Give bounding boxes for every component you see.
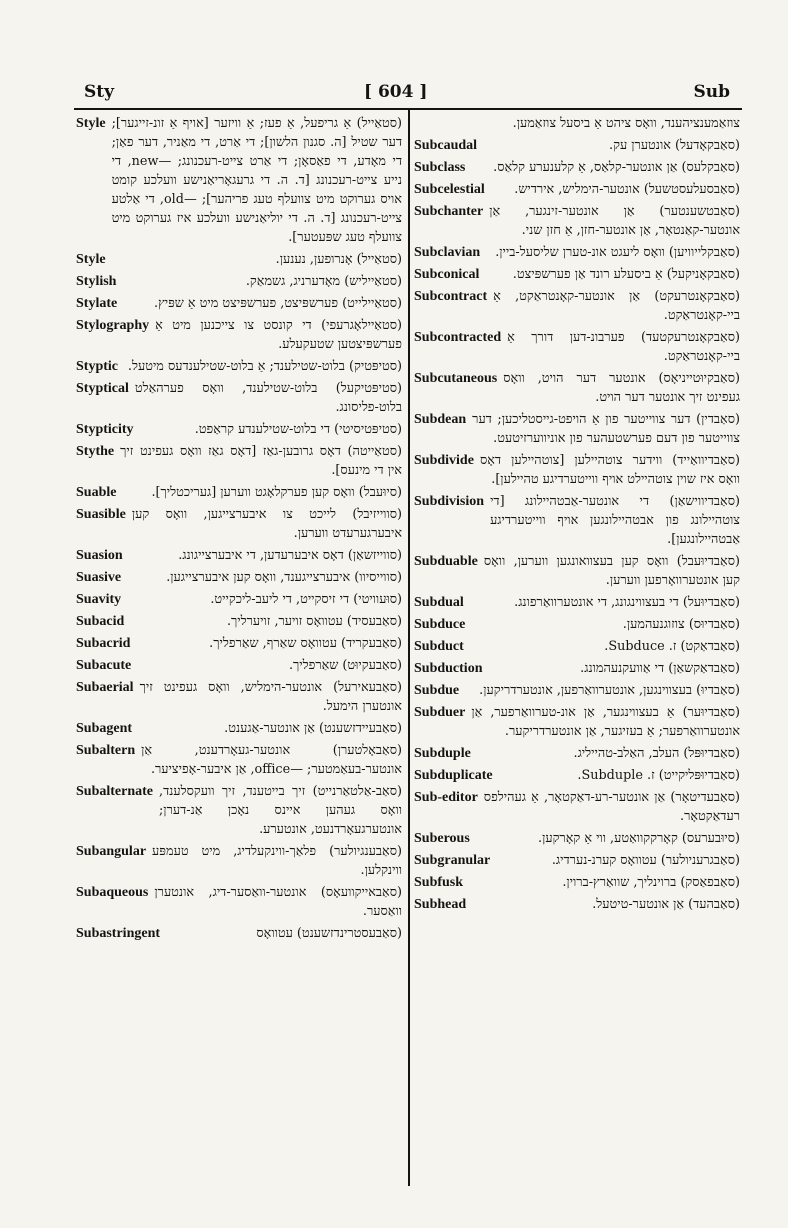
dictionary-entry bbox=[414, 136, 740, 155]
definition: (סיוּעבל) וואָס קען פערקלאָגט ווערען [געריכטליך]. bbox=[151, 485, 402, 500]
headword: Subfusk bbox=[414, 875, 464, 890]
dictionary-entry bbox=[76, 272, 402, 291]
headword: Subclavian bbox=[414, 245, 481, 260]
dictionary-entry bbox=[76, 379, 402, 417]
definition: (סאַבקלעס) אַן אונטער-קלאַס, אַ קלענערע קלאַס. bbox=[493, 160, 740, 175]
definition: (סאַבפאַסק) ברוינליך, שוואַרץ-ברוין. bbox=[562, 875, 740, 890]
definition: (סאַבעסטרינדזשענט) עטוואָס bbox=[256, 926, 402, 941]
dictionary-entry bbox=[76, 782, 402, 839]
dictionary-entry bbox=[76, 568, 402, 587]
headword: Suasion bbox=[76, 548, 123, 563]
definition: (סווייזשאַן) דאָס איבערעדען, די איבערצייגונג. bbox=[178, 548, 402, 563]
definition: (סטאַייטה) דאָס גרובען-גאַז [דאָס גאַז וואָס געפינט זיך אין די מינעס]. bbox=[120, 444, 402, 478]
dictionary-entry bbox=[76, 656, 402, 675]
dictionary-entry bbox=[414, 287, 740, 325]
definition: (סטיפּטיקעל) בלוט-שטילענד, וואָס פערהאַלט בלוט-פליסונג. bbox=[134, 381, 402, 415]
dictionary-entry bbox=[414, 180, 740, 199]
headword: Subduct bbox=[414, 639, 464, 654]
headword: Stylish bbox=[76, 274, 117, 289]
definition: (סאַבעיידזשענט) אַן אונטער-אַגענט. bbox=[224, 721, 402, 736]
headword: Subduer bbox=[414, 705, 466, 720]
headword: Subchanter bbox=[414, 204, 484, 219]
definition: (סאַבקאָנטרעקטעד) פערבונ-דען דורך אַ ביי-קאָנטראַקט. bbox=[507, 330, 740, 364]
definition: (סאַבעקריד) עטוואָס שאַרף, שאַרפליך. bbox=[209, 636, 402, 651]
headword: Subhead bbox=[414, 897, 467, 912]
headword: Suasible bbox=[76, 507, 126, 522]
definition: (סאַבדיוּפּל) העלב, האַלב-טהייליג. bbox=[573, 746, 740, 761]
dictionary-entry bbox=[76, 357, 402, 376]
headword: Subcelestial bbox=[414, 182, 485, 197]
definition: (סאַבדאַקט) ז. Subduce. bbox=[604, 639, 740, 654]
headword: Subdivision bbox=[414, 494, 485, 509]
definition: (סטאַיילייט) פערשפּיצט, פערשפּיצט מיט אַ שפּיץ. bbox=[154, 296, 402, 311]
headword: Subcaudal bbox=[414, 138, 478, 153]
dictionary-entry bbox=[76, 590, 402, 609]
definition: (סטיפּטיסיטי) די בלוט-שטילענדע קראַפט. bbox=[194, 422, 402, 437]
dictionary-entry bbox=[76, 505, 402, 543]
dictionary-entry bbox=[414, 202, 740, 240]
headword: Subduction bbox=[414, 661, 483, 676]
headword: Subalternate bbox=[76, 784, 153, 799]
headword: Stypticity bbox=[76, 422, 134, 437]
dictionary-entry bbox=[414, 744, 740, 763]
definition: (סטאַייליש) מאָדערניג, גשמאַק. bbox=[245, 274, 402, 289]
definition: (סטאַייל) אָנרופען, נענען. bbox=[275, 252, 402, 267]
header-right-guide-word: Sub bbox=[693, 82, 730, 102]
dictionary-entry bbox=[414, 114, 740, 133]
dictionary-entry bbox=[414, 451, 740, 489]
definition: (סטאַיילאָגרעפי) די קונסט צו צייכנען מיט אַ פערשפּיצטען שטעקעלע. bbox=[155, 318, 402, 352]
dictionary-entry bbox=[414, 851, 740, 870]
dictionary-entry bbox=[76, 316, 402, 354]
headword: Subduable bbox=[414, 554, 478, 569]
definition: (סאַבעדיטאָר) אַן אונטער-רע-דאַקטאָר, אַ געהילפס רעדאַקטאָר. bbox=[483, 790, 740, 824]
header-left-guide-word: Sty bbox=[84, 82, 115, 102]
dictionary-entry bbox=[76, 294, 402, 313]
headword: Subdual bbox=[414, 595, 464, 610]
headword: Subaltern bbox=[76, 743, 136, 758]
definition: (סאַבטשענטער) אַן אונטער-זינגער, אַן אונטער-קאַנטאָר, אַן אונטער-חזן, אַ חזן שני. bbox=[489, 204, 740, 238]
headword: Subaerial bbox=[76, 680, 134, 695]
headword: Subacid bbox=[76, 614, 125, 629]
definition: (סאַבעסיד) עטוואָס זויער, זויערליך. bbox=[226, 614, 402, 629]
dictionary-entry bbox=[414, 265, 740, 284]
headword: Stylate bbox=[76, 296, 118, 311]
definition: (סאַבאָלטערן) אונטער-געאָרדענט, אַן אונטער-בעאַמטער; —office, אַן איבער-אָפיציער. bbox=[141, 743, 402, 777]
headword: Subagent bbox=[76, 721, 133, 736]
dictionary-entry bbox=[414, 829, 740, 848]
definition: (סאַבקאָניקעל) אַ ביסעלע רונד אַן פערשפּיצט. bbox=[512, 267, 740, 282]
definition: צוזאַמענציהענד, וואָס ציהט אַ ביסעל צוזאַמען. bbox=[512, 116, 740, 131]
definition: (סאַבקאָדעל) אונטערן עק. bbox=[609, 138, 740, 153]
definition: (סאַבדיוּעבל) וואָס קען בעצוואונגען ווערען, וואָס קען אונטערוואָרפען ווערען. bbox=[483, 554, 740, 588]
dictionary-entry bbox=[76, 420, 402, 439]
dictionary-entry bbox=[76, 741, 402, 779]
headword: Subcutaneous bbox=[414, 371, 498, 386]
dictionary-entry bbox=[76, 483, 402, 502]
dictionary-entry bbox=[414, 328, 740, 366]
dictionary-entry bbox=[414, 788, 740, 826]
definition: (סאַבקלייוויען) וואָס ליעגט אונ-טערן שליסעל-ביין. bbox=[495, 245, 740, 260]
definition: (סאַבדיוּס) צוזוגנעהמען. bbox=[622, 617, 740, 632]
headword: Subdean bbox=[414, 412, 467, 427]
definition: (סאַב-אַלטאַרנייט) זיך בייטענד, זיך וועקסלענד, וואָס געהען איינס נאָכן אַנ-דערן; אונטערגעאָרדנעט, אונטערע. bbox=[159, 784, 402, 837]
dictionary-entry bbox=[414, 369, 740, 407]
dictionary-entry bbox=[414, 243, 740, 262]
headword: Sub-editor bbox=[414, 790, 478, 805]
headword: Styptical bbox=[76, 381, 129, 396]
definition: (סאַבדין) דער צווייטער פון אַ הויפט-גייסטליכען; דער צווייטער פון דעם פערשטעהער פון אוניווערזיטעט. bbox=[472, 412, 740, 446]
headword: Style bbox=[76, 252, 106, 267]
dictionary-entry bbox=[414, 766, 740, 785]
dictionary-entry bbox=[414, 552, 740, 590]
definition: (סאַבדיווישאַן) די אונטער-אַבטהיילונג [די צוטהיילונג פון אבטהיילונגען אויף ווייטערדיגע אַבטהיילונגען]. bbox=[490, 494, 740, 547]
headword: Suasive bbox=[76, 570, 122, 585]
dictionary-entry bbox=[414, 492, 740, 549]
definition: (סאַבדיוּעל) די בעצווינגונג, די אונטערוואַרפונג. bbox=[514, 595, 740, 610]
dictionary-entry bbox=[76, 842, 402, 880]
definition: (סיוּבערעס) קאָרקקוואַטע, ווי אַ קאָרקען. bbox=[538, 831, 740, 846]
dictionary-entry bbox=[76, 546, 402, 565]
headword: Suavity bbox=[76, 592, 122, 607]
definition: (סאַבדאַקשאַן) די אַוועקנעהמונג. bbox=[580, 661, 740, 676]
headword: Subangular bbox=[76, 844, 147, 859]
dictionary-entry bbox=[76, 634, 402, 653]
headword: Styptic bbox=[76, 359, 118, 374]
dictionary-entry bbox=[76, 250, 402, 269]
dictionary-entry bbox=[414, 659, 740, 678]
dictionary-entry bbox=[76, 442, 402, 480]
headword: Stylography bbox=[76, 318, 150, 333]
dictionary-entry bbox=[76, 883, 402, 921]
headword: Stythe bbox=[76, 444, 115, 459]
dictionary-entry bbox=[76, 114, 402, 247]
headword: Subcontract bbox=[414, 289, 488, 304]
definition: (סאַבהעד) אַן אונטער-טיטעל. bbox=[592, 897, 740, 912]
headword: Subclass bbox=[414, 160, 466, 175]
dictionary-entry bbox=[76, 924, 402, 943]
headword: Suberous bbox=[414, 831, 470, 846]
headword: Subconical bbox=[414, 267, 480, 282]
dictionary-page bbox=[74, 76, 742, 1186]
dictionary-entry bbox=[414, 703, 740, 741]
dictionary-entry bbox=[414, 873, 740, 892]
dictionary-entry bbox=[414, 593, 740, 612]
definition: (סאַבעאירעל) אונטער-הימליש, וואָס געפינט זיך אונטערן הימעל. bbox=[139, 680, 402, 714]
dictionary-entry bbox=[76, 678, 402, 716]
headword: Subcontracted bbox=[414, 330, 502, 345]
left-column bbox=[76, 114, 402, 1184]
dictionary-entry bbox=[414, 895, 740, 914]
definition: (סאַבדיוּ) בעצווינגען, אונטערוואַרפען, אונטערדריקען. bbox=[479, 683, 740, 698]
definition: (סאַבסעלעסטשעל) אונטער-הימליש, אירדיש. bbox=[514, 182, 740, 197]
headword: Subgranular bbox=[414, 853, 491, 868]
definition: (סאַבקיוּטייניאָס) אונטער דער הויט, וואָס געפינט זיך אונטער דער הויט. bbox=[503, 371, 740, 405]
definition: (סאַבגרעניולער) עטוואָס קערנ-נערדיג. bbox=[551, 853, 740, 868]
definition: (סאַבענגיולער) פלאַך-ווינקעלדיג, מיט טעמפּע ווינקלען. bbox=[152, 844, 402, 878]
dictionary-entry bbox=[414, 681, 740, 700]
column-divider bbox=[408, 110, 410, 1186]
definition: (סאַבדיוּפּליקייט) ז. Subduple. bbox=[577, 768, 740, 783]
headword: Subaqueous bbox=[76, 885, 149, 900]
definition: (סווייסיוו) איבערצייגענד, וואָס קען איבערצייגען. bbox=[166, 570, 402, 585]
headword: Suable bbox=[76, 485, 117, 500]
page-number: [ 604 ] bbox=[364, 82, 428, 102]
definition: (סווייזיבל) לייכט צו איבערצייגען, וואָס קען איבערגערעדט ווערען. bbox=[131, 507, 402, 541]
dictionary-entry bbox=[414, 637, 740, 656]
definition: (סאַבאייקוועאָס) אונטער-וואַסער-דיג, אונטערן וואַסער. bbox=[154, 885, 402, 919]
page-header bbox=[74, 76, 742, 106]
definition: (סוּעוויטי) די זיסקייט, די ליעב-ליכקייט. bbox=[210, 592, 402, 607]
headword: Subdue bbox=[414, 683, 460, 698]
dictionary-entry bbox=[414, 410, 740, 448]
headword: Subacrid bbox=[76, 636, 131, 651]
headword: Subdivide bbox=[414, 453, 474, 468]
definition: (סטיפּטיק) בלוט-שטילענד; אַ בלוט-שטילענדעס מיטעל. bbox=[127, 359, 402, 374]
headword: Subduple bbox=[414, 746, 471, 761]
headword: Subduce bbox=[414, 617, 466, 632]
headword: Subastringent bbox=[76, 926, 161, 941]
definition: (סטאַייל) אַ גריפעל, אַ פעז; אַ וויזער [אויף אַ זונ-זייגער]; דער שטיל [ה. סגנון הלשון]; די אַרט, די מאַניר, דער פאַן; די מאָדע, די פאַסאָן; די אַרט צייט-רעכנונג; —new, די נייע צייט-רעכנונג [ד. ה. די גרעגאָריאַנישע וועלכע קומט אויס גערוקט מיט צוועלף טעג פריהער]; —old, די אַלטע צייט-רעכנונג [ד. ה. די יוליאַנישע וועלכע איז גערוקט מיט צוועלף טעג שפּעטער]. bbox=[111, 116, 402, 245]
dictionary-entry bbox=[76, 612, 402, 631]
definition: (סאַבדיוּער) אַ בעצווינגער, אַן אונ-טערוואַרפער, אַן אונטערוואַרפער; אַ בעזיגער, אַן אונטערדריקער. bbox=[471, 705, 740, 739]
headword: Style bbox=[76, 116, 106, 131]
definition: (סאַבדיוואַייד) ווידער צוטהיילען [צוטהיילען דאָס וואָס איז שוין צוטהיילט אויף ווייטערדיגע טהיילען]. bbox=[479, 453, 740, 487]
headword: Subduplicate bbox=[414, 768, 493, 783]
right-column bbox=[414, 114, 740, 1184]
headword: Subacute bbox=[76, 658, 132, 673]
dictionary-entry bbox=[76, 719, 402, 738]
definition: (סאַבקאָנטרעקט) אַן אונטער-קאָנטראַקט, אַ ביי-קאָנטראַקט. bbox=[493, 289, 740, 323]
dictionary-entry bbox=[414, 615, 740, 634]
dictionary-entry bbox=[414, 158, 740, 177]
definition: (סאַבעקיוּט) שאַרפליך. bbox=[288, 658, 402, 673]
